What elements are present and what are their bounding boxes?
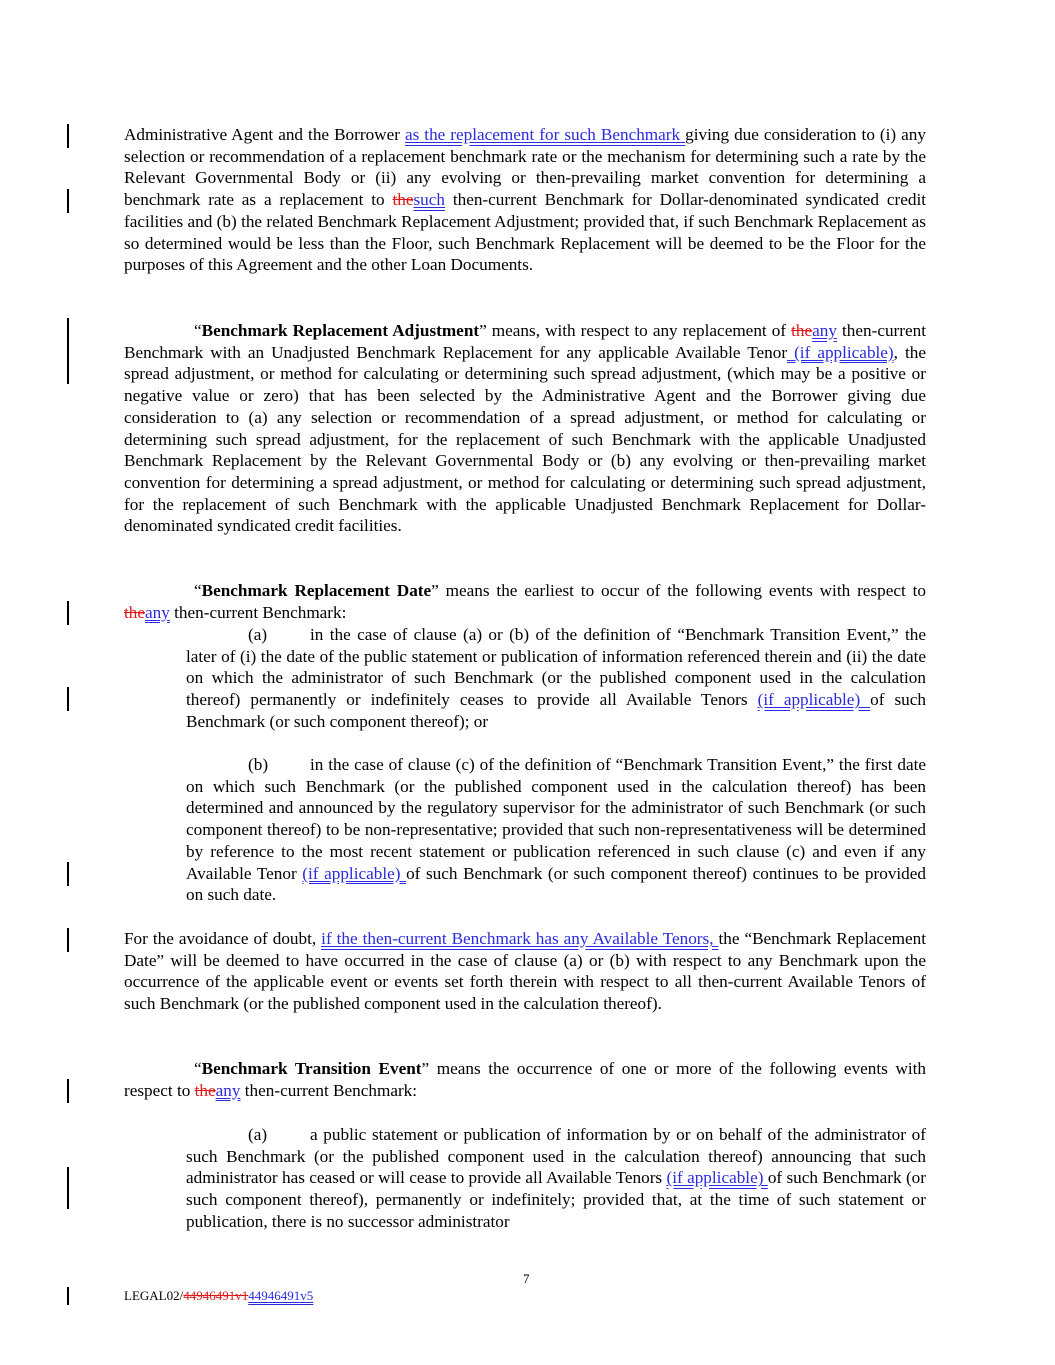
deleted-doc-id: 44946491v1 (183, 1288, 249, 1303)
deleted-text: the (194, 1080, 216, 1100)
clause-label: (a) (248, 1125, 268, 1144)
clause-label: (b) (248, 755, 269, 774)
clause-a-replacement-date: (a) in the case of clause (a) or (b) of the definition of “Benchmark Transition Event,” the later of (i) the date of the public statement or publication of information referenced therein and (ii) the date on which the administrator of such Benchmark (or the published component used in the calculation thereof) permanently or indefinitely ceases to provide all Available Tenors (if applicable) of such Benchmark (or such component thereof); or (186, 625, 926, 731)
inserted-text: any (812, 321, 837, 340)
defined-term: Benchmark Replacement Date (201, 581, 432, 600)
paragraph-benchmark-replacement-continued: Administrative Agent and the Borrower as the replacement for such Benchmark giving due consideration to (i) any selection or recommendation of a replacement benchmark rate or the mechanism for determining such a rate by the Relevant Governmental Body or (ii) any evolving or then-prevailing market convention for determining a benchmark rate as a replacement to thesuch then-current Benchmark for Dollar-denominated syndicated credit facilities and (b) the related Benchmark Replacement Adjustment; provided that, if such Benchmark Replacement as so determined would be less than the Floor, such Benchmark Replacement will be deemed to be the Floor for the purposes of this Agreement and the other Loan Documents. (124, 125, 926, 275)
inserted-text: such (413, 190, 445, 210)
clause-a-transition-event: (a) a public statement or publication of information by or on behalf of the administrator of such Benchmark (or the published component used in the calculation thereof) announcing that such administrator has ceased or will cease to provide all Available Tenors (if applicable) of such Benchmark (or such component thereof), permanently or indefinitely; provided that, at the time of such statement or publication, there is no successor administrator (186, 1125, 926, 1231)
document-id-footer: LEGAL02/44946491v144946491v5 (124, 1288, 314, 1303)
change-bar (67, 928, 69, 952)
inserted-text: (if applicable) (666, 1168, 768, 1188)
change-bar (67, 189, 69, 213)
deleted-text: the (791, 321, 813, 340)
clause-label: (a) (248, 625, 268, 644)
inserted-doc-id: 44946491v5 (248, 1288, 314, 1303)
change-bar (67, 318, 69, 384)
change-bar (67, 1287, 69, 1305)
definition-benchmark-replacement-adjustment: “Benchmark Replacement Adjustment” means, with respect to any replacement of theany then-current Benchmark with an Unadjusted Benchmark Replacement for any applicable Available Tenor (if applicable), the spread adjustment, or method for calculating or determining such spread adjustment, (which may be a positive or negative value or zero) that has been selected by the Administrative Agent and the Borrower giving due consideration to (a) any selection or recommendation of a spread adjustment, or method for calculating or determining such spread adjustment, for the replacement of such Benchmark with the applicable Unadjusted Benchmark Replacement by the Relevant Governmental Body or (b) any evolving or then-prevailing market convention for determining a spread adjustment, or method for calculating or determining such spread adjustment, for the replacement of such Benchmark with the applicable Unadjusted Benchmark Replacement for Dollar-denominated syndicated credit facilities. (124, 321, 926, 536)
paragraph-avoidance-of-doubt: For the avoidance of doubt, if the then-current Benchmark has any Available Tenors, the “Benchmark Replacement Date” will be deemed to have occurred in the case of clause (a) or (b) with respect to any Benchmark upon the occurrence of the applicable event or events set forth therein with respect to all then-current Available Tenors of such Benchmark (or the published component used in the calculation thereof). (124, 929, 926, 1014)
change-bar (67, 687, 69, 711)
change-bar (67, 124, 69, 148)
definition-benchmark-replacement-date: “Benchmark Replacement Date” means the earliest to occur of the following events with respect to theany then-current Benchmark: (124, 581, 926, 622)
deleted-text: the (124, 602, 145, 622)
inserted-text: (if applicable) (787, 342, 894, 362)
inserted-text: (if applicable) (757, 690, 871, 710)
change-bar (67, 601, 69, 625)
inserted-text: (if applicable) (302, 863, 407, 883)
defined-term: Benchmark Transition Event (201, 1059, 422, 1078)
change-bar (67, 1079, 69, 1103)
definition-benchmark-transition-event: “Benchmark Transition Event” means the occurrence of one or more of the following events with respect to theany then-current Benchmark: (124, 1059, 926, 1100)
defined-term: Benchmark Replacement Adjustment (201, 321, 480, 340)
inserted-text: any (145, 602, 170, 622)
inserted-text: any (215, 1080, 241, 1100)
change-bar (67, 1167, 69, 1209)
inserted-text: if the then-current Benchmark has any Available Tenors, (321, 929, 719, 948)
clause-b-replacement-date: (b) in the case of clause (c) of the definition of “Benchmark Transition Event,” the first date on which such Benchmark (or the published component used in the calculation thereof) has been determined and announced by the regulatory supervisor for the administrator of such Benchmark (or such component thereof) to be non-representative; provided that such non-representativeness will be determined by reference to the most recent statement or publication referenced in such clause (c) and even if any Available Tenor (if applicable) of such Benchmark (or such component thereof) continues to be provided on such date. (186, 755, 927, 905)
inserted-text: as the replacement for such Benchmark (404, 125, 686, 144)
change-bar (67, 862, 69, 886)
page-number: 7 (523, 1271, 530, 1286)
deleted-text: the (392, 190, 414, 210)
